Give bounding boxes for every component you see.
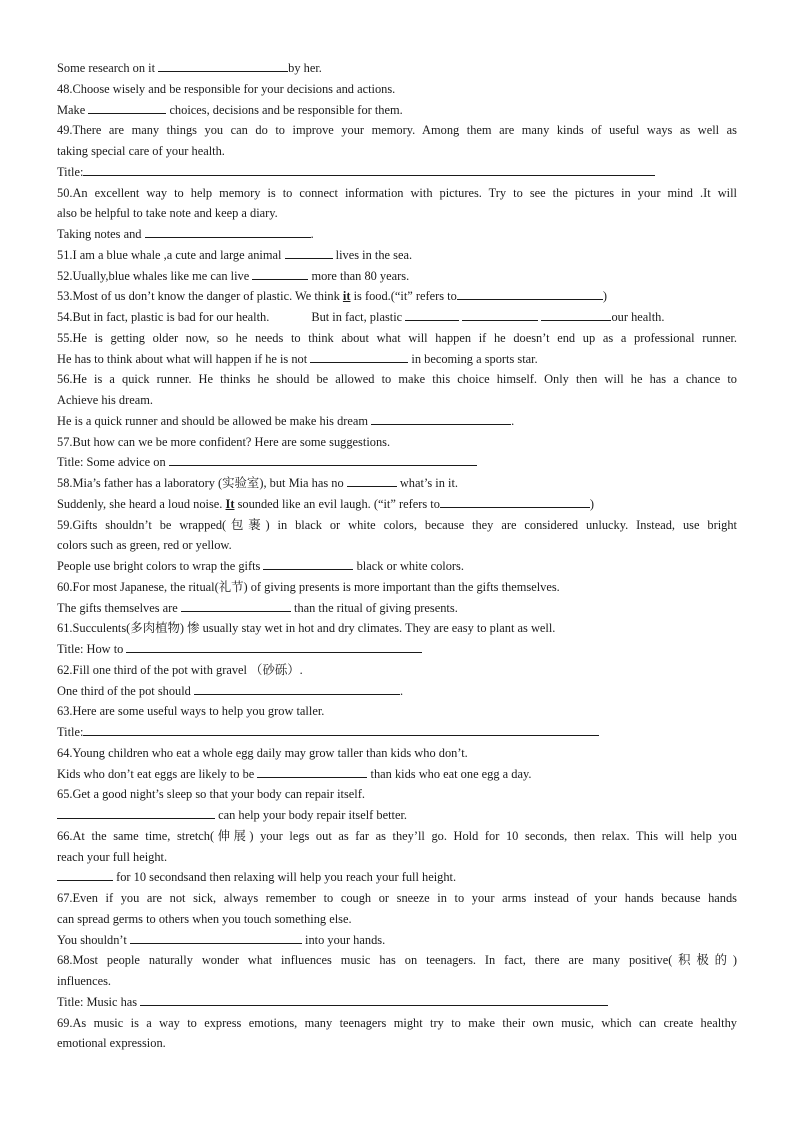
question-56 xyxy=(57,369,737,390)
text: 55.He is getting older now, so he needs to think about what will happen if he doesn’t end up as a professional runner. xyxy=(57,330,737,345)
text: in becoming a sports star. xyxy=(411,351,538,366)
text: than the ritual of giving presents. xyxy=(294,600,458,615)
text: 52.Uually,blue whales like me can live xyxy=(57,268,250,283)
text: . xyxy=(310,227,314,241)
text: 58.Mia’s father has a laboratory (实验室), but Mia has no xyxy=(57,476,344,490)
text: The gifts themselves are xyxy=(57,600,178,615)
answer-blank[interactable] xyxy=(405,308,459,321)
question-59-cont xyxy=(57,535,737,556)
answer-blank[interactable] xyxy=(252,267,308,280)
question-51 xyxy=(57,245,737,266)
question-68-cont xyxy=(57,971,737,992)
text: is food.(“it” refers to xyxy=(353,289,457,304)
text: People use bright colors to wrap the gifts xyxy=(57,559,261,573)
question-66-cont xyxy=(57,847,737,868)
answer-line xyxy=(57,867,737,888)
text: 68.Most people naturally wonder what influences music has on teenagers. In fact, there are many positive(积极的) xyxy=(57,953,737,968)
text: than kids who eat one egg a day. xyxy=(370,766,532,781)
text: 64.Young children who eat a whole egg daily may grow taller than kids who don’t. xyxy=(57,745,468,760)
question-63 xyxy=(57,701,737,722)
answer-blank[interactable] xyxy=(310,350,408,363)
answer-blank[interactable] xyxy=(126,640,422,653)
question-58 xyxy=(57,473,737,494)
answer-line xyxy=(57,349,737,370)
text: for 10 secondsand then relaxing will help you reach your full height. xyxy=(116,870,457,885)
answer-line xyxy=(57,556,737,577)
answer-blank[interactable] xyxy=(541,308,611,321)
text: 60.For most Japanese, the ritual(礼节) of giving presents is more important than the gifts themselves. xyxy=(57,579,560,594)
text: black or white colors. xyxy=(356,559,464,573)
text: Title: xyxy=(57,725,84,739)
answer-blank[interactable] xyxy=(263,557,353,570)
answer-line xyxy=(57,681,737,702)
question-50 xyxy=(57,183,737,204)
text: 65.Get a good night’s sleep so that your body can repair itself. xyxy=(57,787,365,802)
text: our health. xyxy=(611,310,665,324)
text: reach your full height. xyxy=(57,849,168,864)
text: ) xyxy=(589,496,595,511)
answer-blank[interactable] xyxy=(440,495,590,508)
text: He is a quick runner and should be allowed be make his dream xyxy=(57,413,369,428)
answer-blank[interactable] xyxy=(83,723,599,736)
title-line xyxy=(57,639,737,660)
text: emotional expression. xyxy=(57,1036,166,1051)
text: . xyxy=(511,413,515,428)
text: Title: Music has xyxy=(57,994,138,1009)
text: Title: How to xyxy=(57,642,124,656)
answer-blank[interactable] xyxy=(462,308,538,321)
text: 54.But in fact, plastic is bad for our health. xyxy=(57,310,270,324)
text: 69.As music is a way to express emotions, many teenagers might try to make their own music, which can create healthy xyxy=(57,1015,737,1030)
question-48 xyxy=(57,79,737,100)
question-52 xyxy=(57,266,737,287)
answer-blank[interactable] xyxy=(83,163,655,176)
text: ) xyxy=(602,289,607,304)
text: Title: Some advice on xyxy=(57,455,166,470)
text: more than 80 years. xyxy=(311,268,410,283)
text: 67.Even if you are not sick, always remember to cough or sneeze in to your arms instead of your hands because hands xyxy=(57,891,737,905)
text: Taking notes and xyxy=(57,227,142,241)
underlined-word: it xyxy=(342,289,351,304)
text: what’s in it. xyxy=(399,476,459,490)
text: 51.I am a blue whale ,a cute and large animal xyxy=(57,247,282,262)
text: Some research on it xyxy=(57,61,156,75)
question-60 xyxy=(57,577,737,598)
text: 53.Most of us don’t know the danger of plastic. We think xyxy=(57,289,340,304)
question-56-cont xyxy=(57,390,737,411)
answer-blank[interactable] xyxy=(371,412,511,425)
text: Kids who don’t eat eggs are likely to be xyxy=(57,766,255,781)
question-61 xyxy=(57,618,737,639)
text: But in fact, plastic xyxy=(311,310,403,324)
question-69-cont xyxy=(57,1033,737,1054)
answer-line xyxy=(57,764,737,785)
text: He has to think about what will happen if he is not xyxy=(57,351,308,366)
question-67 xyxy=(57,888,737,909)
question-58-cont xyxy=(57,494,737,515)
answer-blank[interactable] xyxy=(57,806,215,819)
text: . xyxy=(399,683,404,698)
text: also be helpful to take note and keep a diary. xyxy=(57,206,278,221)
text: taking special care of your health. xyxy=(57,144,225,158)
text: Suddenly, she heard a loud noise. xyxy=(57,496,223,511)
text: lives in the sea. xyxy=(335,247,413,262)
answer-blank[interactable] xyxy=(457,287,603,300)
text: choices, decisions and be responsible for them. xyxy=(169,102,403,117)
text: 56.He is a quick runner. He thinks he should be allowed to make this choice himself. Only then will he has a chance to xyxy=(57,372,737,387)
text: One third of the pot should xyxy=(57,683,191,698)
answer-blank[interactable] xyxy=(88,101,166,114)
answer-line xyxy=(57,930,737,951)
question-65 xyxy=(57,784,737,805)
sentence-line xyxy=(57,58,737,79)
question-64 xyxy=(57,743,737,764)
answer-line xyxy=(57,100,737,121)
text: Title: xyxy=(57,164,84,179)
text: 66.At the same time, stretch(伸展) your legs out as far as they’ll go. Hold for 10 seconds, then relax. This will help you xyxy=(57,828,737,843)
text: colors such as green, red or yellow. xyxy=(57,538,232,553)
text: by her. xyxy=(288,61,322,75)
text: 57.But how can we be more confident? Here are some suggestions. xyxy=(57,434,391,449)
question-49-cont xyxy=(57,141,737,162)
answer-blank[interactable] xyxy=(257,765,367,778)
text: can help your body repair itself better. xyxy=(218,808,407,822)
answer-blank[interactable] xyxy=(194,682,400,695)
text: 48.Choose wisely and be responsible for your decisions and actions. xyxy=(57,81,396,96)
answer-blank[interactable] xyxy=(285,246,333,259)
text: 50.An excellent way to help memory is to connect information with pictures. Try to see the pictures in your mind .It will xyxy=(57,185,737,200)
answer-blank[interactable] xyxy=(145,225,311,238)
text: 62.Fill one third of the pot with gravel （砂砾）. xyxy=(57,662,303,677)
answer-blank[interactable] xyxy=(347,474,397,487)
question-59 xyxy=(57,515,737,536)
answer-line xyxy=(57,598,737,619)
question-54 xyxy=(57,307,737,328)
answer-blank[interactable] xyxy=(158,59,288,72)
text: into your hands. xyxy=(305,932,386,947)
text: Achieve his dream. xyxy=(57,393,153,407)
underlined-word: It xyxy=(225,496,235,511)
answer-line xyxy=(57,224,737,245)
question-49 xyxy=(57,120,737,141)
text: can spread germs to others when you touch something else. xyxy=(57,911,352,926)
text: 63.Here are some useful ways to help you grow taller. xyxy=(57,704,325,719)
title-line xyxy=(57,722,737,743)
answer-blank[interactable] xyxy=(57,868,113,881)
question-62 xyxy=(57,660,737,681)
answer-line xyxy=(57,805,737,826)
title-line xyxy=(57,992,737,1013)
question-69 xyxy=(57,1013,737,1034)
question-50-cont xyxy=(57,203,737,224)
text: 49.There are many things you can do to improve your memory. Among them are many kinds of useful ways as well as xyxy=(57,123,737,138)
question-57 xyxy=(57,432,737,453)
answer-blank[interactable] xyxy=(140,993,608,1006)
text: 59.Gifts shouldn’t be wrapped(包裹) in black or white colors, because they are considered unlucky. Instead, use bright xyxy=(57,517,737,532)
worksheet-page xyxy=(57,58,737,1054)
text: Make xyxy=(57,102,86,117)
question-67-cont xyxy=(57,909,737,930)
text: sounded like an evil laugh. (“it” refers to xyxy=(237,496,440,511)
question-53 xyxy=(57,286,737,307)
text: 61.Succulents(多肉植物) 惨 usually stay wet in hot and dry climates. They are easy to plant as well. xyxy=(57,621,556,636)
text: influences. xyxy=(57,974,112,988)
answer-blank[interactable] xyxy=(169,453,477,466)
title-line xyxy=(57,452,737,473)
answer-blank[interactable] xyxy=(181,599,291,612)
answer-line xyxy=(57,411,737,432)
question-68 xyxy=(57,950,737,971)
question-55 xyxy=(57,328,737,349)
text: You shouldn’t xyxy=(57,932,127,947)
title-line xyxy=(57,162,737,183)
question-66 xyxy=(57,826,737,847)
answer-blank[interactable] xyxy=(130,931,302,944)
